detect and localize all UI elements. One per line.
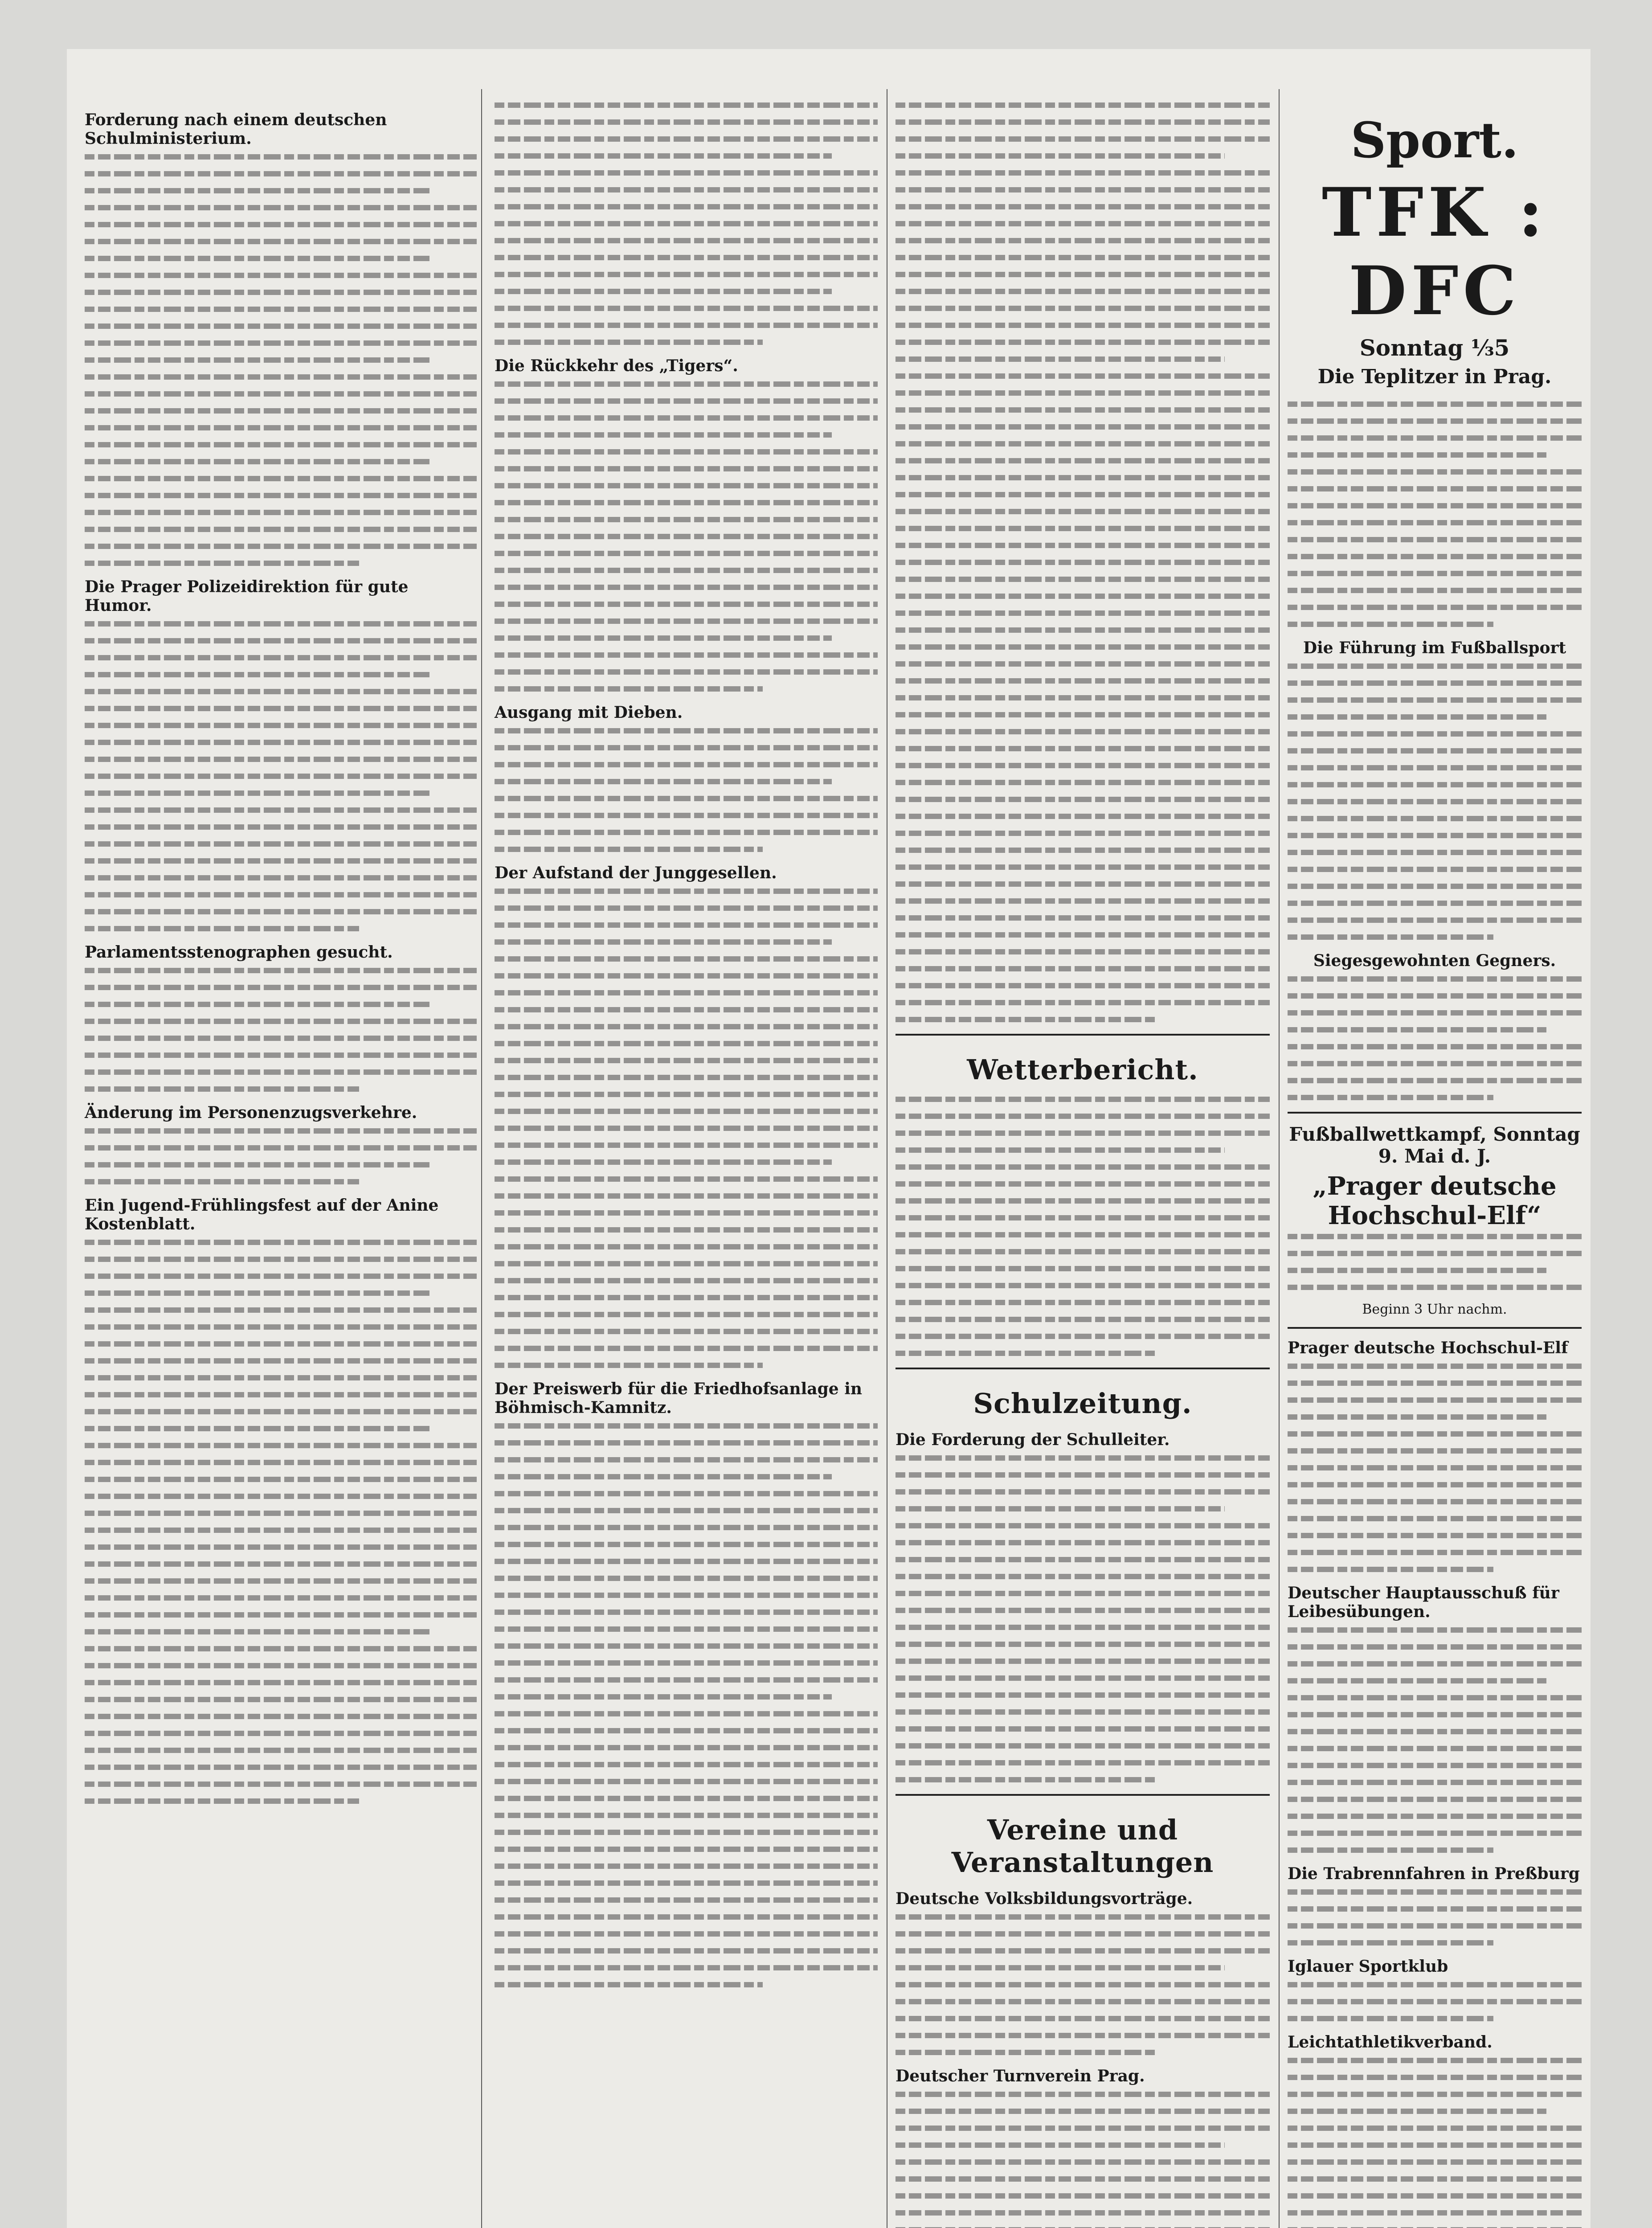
article-heading: Ausgang mit Dieben.	[495, 703, 683, 722]
section-heading: Schulzeitung.	[973, 1387, 1192, 1420]
article-heading: Der Preiswerb für die Friedhofsanlage in Böhmisch-Kamnitz.	[495, 1380, 863, 1417]
divider	[896, 1794, 1270, 1796]
advert-text	[1288, 1234, 1582, 1290]
divider	[1288, 1327, 1582, 1329]
article-heading: Prager deutsche Hochschul-Elf	[1288, 1339, 1568, 1357]
article-heading: Siegesgewohnten Gegners.	[1313, 951, 1556, 970]
article-text	[85, 1240, 477, 1804]
article-text	[495, 1423, 878, 1987]
column-2	[495, 102, 878, 1999]
newspaper-page	[67, 49, 1591, 2228]
article-text	[896, 1455, 1270, 1782]
article-heading: Iglauer Sportklub	[1288, 1957, 1448, 1976]
advert-title: „Prager deutsche Hochschul-Elf“	[1313, 1171, 1557, 1230]
article-heading: Die Forderung der Schulleiter.	[896, 1430, 1170, 1449]
article-heading: Die Rückkehr des „Tigers“.	[495, 356, 738, 375]
article-text	[1288, 663, 1582, 940]
article-heading: Leichtathletikverband.	[1288, 2033, 1493, 2052]
column-rule	[1279, 89, 1280, 2228]
column-3	[896, 102, 1270, 2228]
match-title: TFK : DFC	[1321, 173, 1548, 330]
article-text	[495, 889, 878, 1368]
section-heading: Vereine und Veranstaltungen	[951, 1814, 1214, 1879]
section-heading: Sport.	[1350, 111, 1519, 169]
article-heading: Deutsche Volksbildungsvorträge.	[896, 1889, 1193, 1908]
article-text	[85, 621, 477, 931]
article-text	[85, 968, 477, 1092]
article-text	[495, 728, 878, 852]
article-text	[896, 1097, 1270, 1356]
article-heading: Änderung im Personenzugsverkehre.	[85, 1103, 417, 1122]
article-text	[1288, 1889, 1582, 1945]
article-text	[1288, 1982, 1582, 2021]
article-heading: Parlamentsstenographen gesucht.	[85, 943, 393, 962]
article-text	[85, 154, 477, 566]
section-heading: Wetterbericht.	[967, 1053, 1198, 1086]
article-heading: Ein Jugend-Frühlingsfest auf der Anine Kostenblatt.	[85, 1196, 439, 1233]
divider	[896, 1368, 1270, 1369]
article-text	[1288, 2058, 1582, 2228]
column-4-sport	[1288, 102, 1582, 2228]
article-text	[495, 102, 878, 345]
article-text	[1288, 976, 1582, 1100]
article-text	[1288, 401, 1582, 627]
advert-heading: Fußballwettkampf, Sonntag 9. Mai d. J.	[1289, 1123, 1580, 1167]
match-subtitle: Die Teplitzer in Prag.	[1317, 365, 1552, 388]
column-rule	[481, 89, 482, 2228]
article-text	[1288, 1364, 1582, 1572]
article-text	[1288, 1627, 1582, 1853]
article-text	[495, 381, 878, 692]
article-text	[896, 102, 1270, 1022]
article-text	[896, 1914, 1270, 2055]
article-heading: Deutscher Hauptausschuß für Leibesübungen.	[1288, 1584, 1559, 1621]
article-heading: Deutscher Turnverein Prag.	[896, 2067, 1145, 2085]
divider	[1288, 1112, 1582, 1114]
article-text	[896, 2092, 1270, 2228]
advert-time: Beginn 3 Uhr nachm.	[1362, 1302, 1507, 1317]
article-heading: Die Prager Polizeidirektion für gute Humor.	[85, 577, 409, 615]
article-heading: Die Trabrennfahren in Preßburg	[1288, 1864, 1580, 1883]
divider	[896, 1034, 1270, 1036]
article-heading: Der Aufstand der Junggesellen.	[495, 864, 777, 882]
column-1	[85, 102, 477, 1815]
article-heading: Forderung nach einem deutschen Schulministerium.	[85, 111, 387, 148]
match-date: Sonntag ⅓5	[1359, 335, 1510, 361]
article-text	[85, 1128, 477, 1184]
article-heading: Die Führung im Fußballsport	[1303, 639, 1566, 657]
